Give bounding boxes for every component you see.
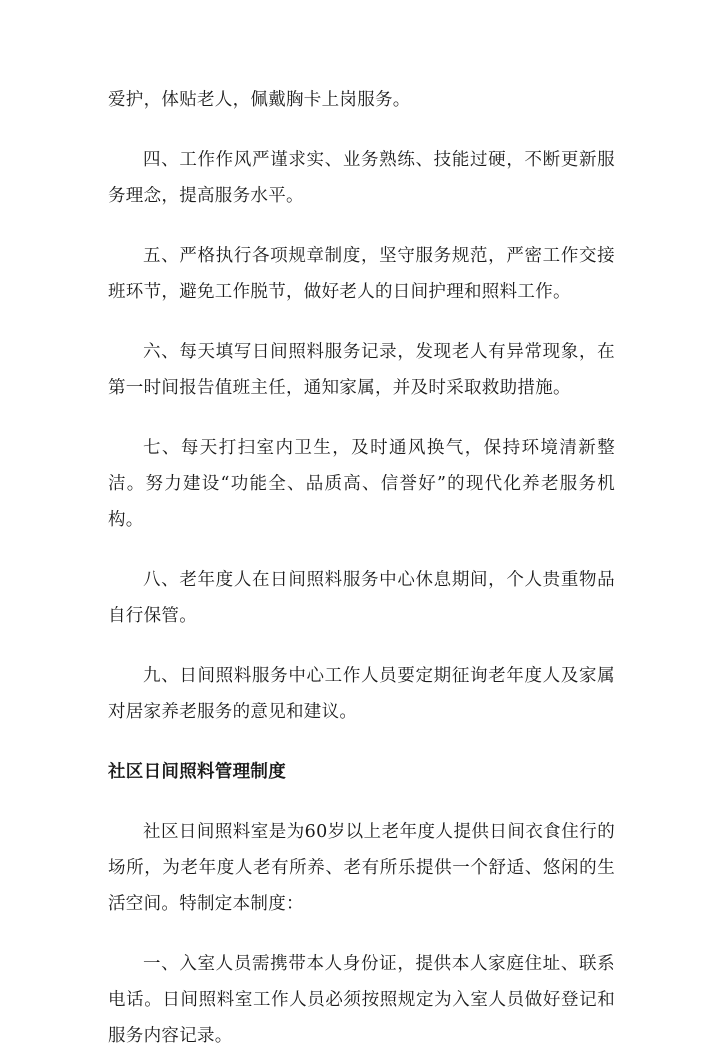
section-title: 社区日间照料管理制度 (108, 762, 286, 782)
paragraph-item-8: 八、老年度人在日间照料服务中心休息期间，个人贵重物品自行保管。 (108, 570, 615, 626)
paragraph-intro: 社区日间照料室是为60岁以上老年度人提供日间衣食住行的场所，为老年度人老有所养、老有所乐提供一个舒适、悠闲的生活空间。特制定本制度： (108, 822, 615, 914)
paragraph-item-4: 四、工作作风严谨求实、业务熟练、技能过硬，不断更新服务理念，提高服务水平。 (108, 150, 615, 206)
paragraph-item-7: 七、每天打扫室内卫生，及时通风换气，保持环境清新整洁。努力建设“功能全、品质高、信誉好”的现代化养老服务机构。 (108, 438, 615, 530)
paragraph-item-5: 五、严格执行各项规章制度，坚守服务规范，严密工作交接班环节，避免工作脱节，做好老人的日间护理和照料工作。 (108, 246, 615, 302)
paragraph-item-6: 六、每天填写日间照料服务记录，发现老人有异常现象，在第一时间报告值班主任，通知家属，并及时采取救助措施。 (108, 342, 615, 398)
paragraph-continuation: 爱护，体贴老人，佩戴胸卡上岗服务。 (108, 90, 411, 110)
paragraph-rule-1: 一、入室人员需携带本人身份证，提供本人家庭住址、联系电话。日间照料室工作人员必须按照规定为入室人员做好登记和服务内容记录。 (108, 954, 615, 1046)
paragraph-item-9: 九、日间照料服务中心工作人员要定期征询老年度人及家属对居家养老服务的意见和建议。 (108, 666, 615, 722)
